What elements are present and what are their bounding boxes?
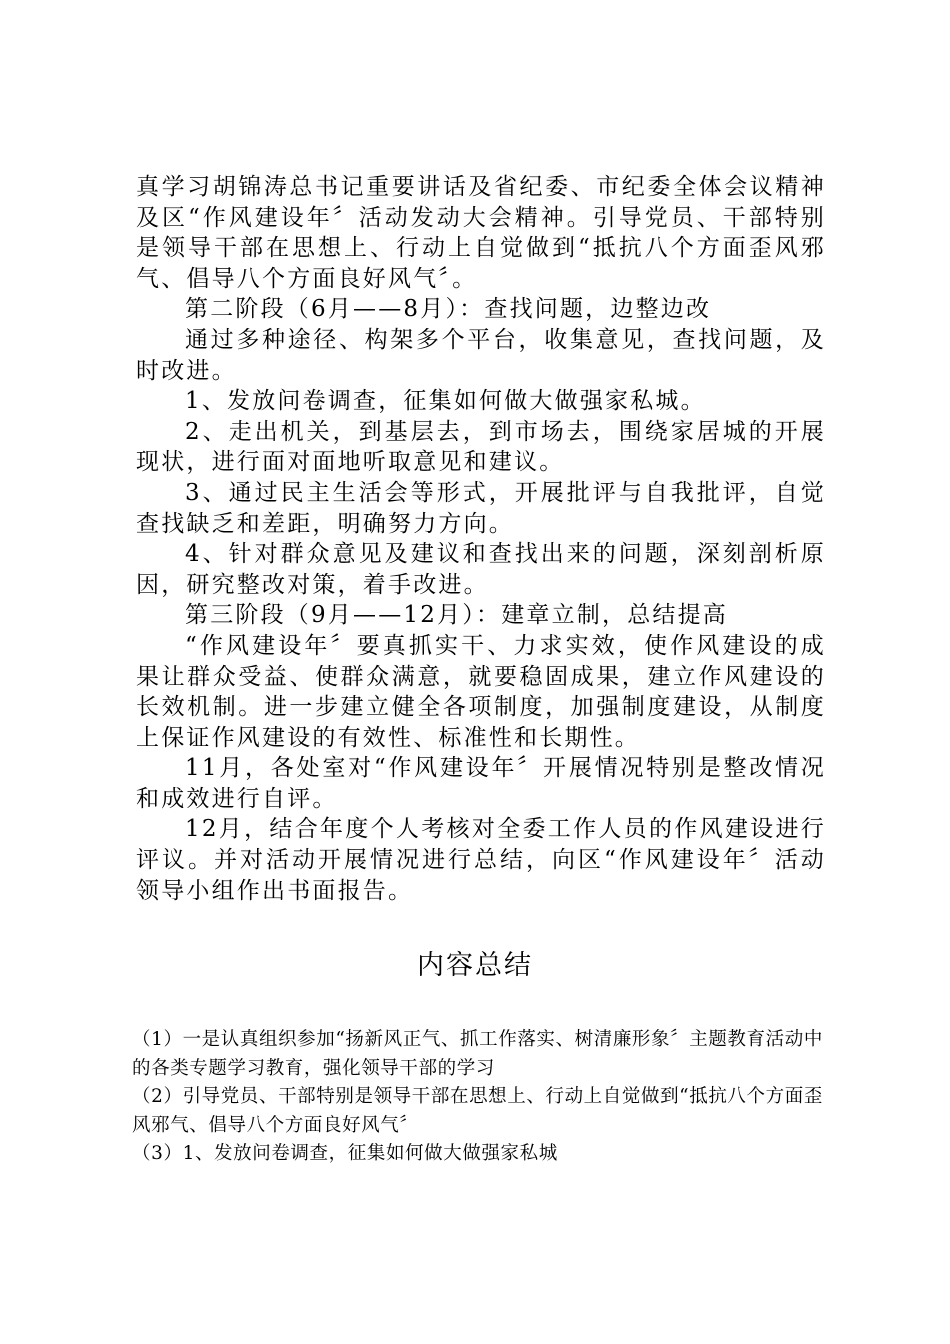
document-body xyxy=(136,172,826,906)
list-item: 4、针对群众意见及建议和查找出来的问题，深刻剖析原因，研究整改对策，着手改进。 xyxy=(136,541,826,598)
body-paragraph: 12月，结合年度个人考核对全委工作人员的作风建设进行评议。并对活动开展情况进行总结，向区“作风建设年〞活动领导小组作出书面报告。 xyxy=(136,816,826,904)
summary-title: 内容总结 xyxy=(417,950,533,981)
body-paragraph: 11月，各处室对“作风建设年〞开展情况特别是整改情况和成效进行自评。 xyxy=(136,755,826,812)
summary-item: （1）一是认真组织参加“扬新风正气、抓工作落实、树清廉形象〞主题教育活动中的各类专题学习教育，强化领导干部的学习 xyxy=(132,1029,823,1079)
body-paragraph: 真学习胡锦涛总书记重要讲话及省纪委、市纪委全体会议精神及区“作风建设年〞活动发动大会精神。引导党员、干部特别是领导干部在思想上、行动上自觉做到“抵抗八个方面歪风邪气、倡导八个方面良好风气〞。 xyxy=(136,174,826,292)
list-item: 1、发放问卷调查，征集如何做大做强家私城。 xyxy=(185,388,706,415)
body-paragraph: “作风建设年〞要真抓实干、力求实效，使作风建设的成果让群众受益、使群众满意，就要稳固成果，建立作风建设的长效机制。进一步建立健全各项制度，加强制度建设，从制度上保证作风建设的有效性、标准性和长期性。 xyxy=(136,632,826,751)
list-item: 3、通过民主生活会等形式，开展批评与自我批评，自觉查找缺乏和差距，明确努力方向。 xyxy=(136,479,826,537)
phase-three-heading: 第三阶段（9月——12月）：建章立制，总结提高 xyxy=(185,602,728,629)
summary-item: （2）引导党员、干部特别是领导干部在思想上、行动上自觉做到“抵抗八个方面歪风邪气、倡导八个方面良好风气〞 xyxy=(132,1086,823,1136)
body-paragraph: 通过多种途径、构架多个平台，收集意见，查找问题，及时改进。 xyxy=(136,326,826,384)
phase-two-heading: 第二阶段（6月——8月）：查找问题，边整边改 xyxy=(185,296,712,323)
summary-item: （3）1、发放问卷调查，征集如何做大做强家私城 xyxy=(132,1143,558,1164)
list-item: 2、走出机关，到基层去，到市场去，围绕家居城的开展现状，进行面对面地听取意见和建议。 xyxy=(136,418,826,476)
summary-list xyxy=(132,1026,824,1169)
